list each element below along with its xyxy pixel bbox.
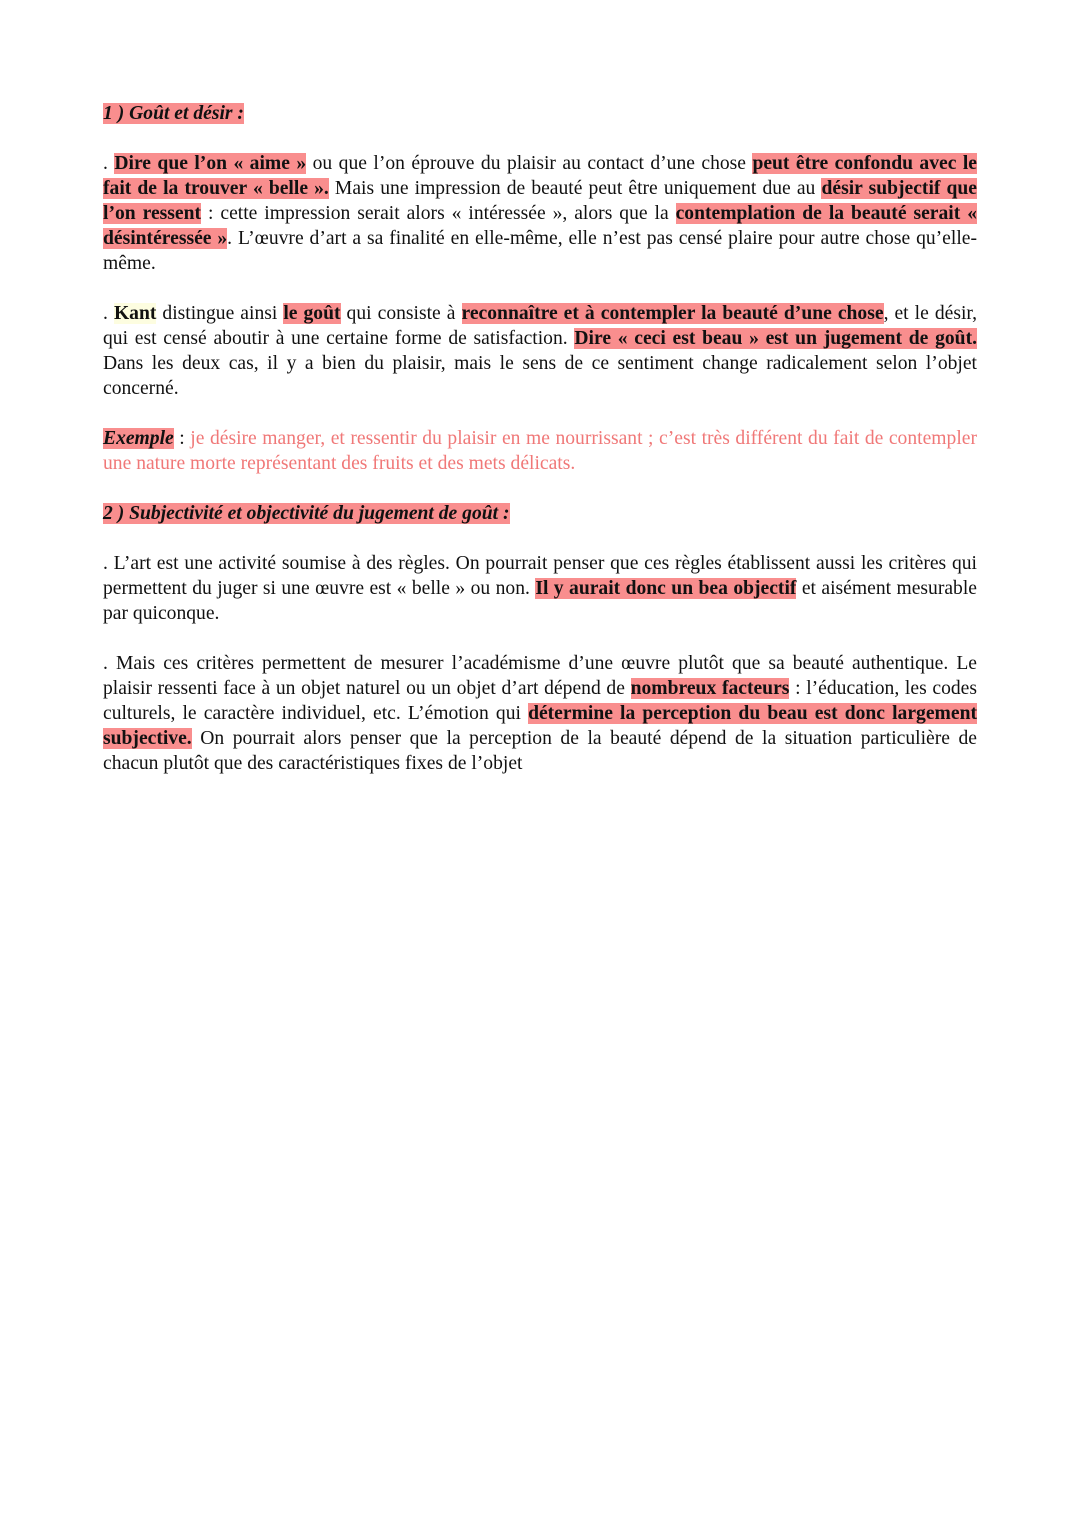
text-run: Dans les deux cas, il y a bien du plaisir, mais le sens de ce sentiment change radicalement selon l’objet concerné.	[103, 353, 977, 399]
example-label: Exemple	[103, 428, 174, 449]
highlight-kant: Kant	[113, 303, 157, 324]
text-run: . L’œuvre d’art a sa finalité en elle-même, elle n’est pas censé plaire pour autre chose qu’elle-même.	[103, 228, 977, 274]
text-run: , et le désir, qui est censé aboutir à une certaine forme de satisfaction.	[103, 303, 978, 349]
highlight-determine-perception: détermine la perception du beau est donc largement subjective.	[103, 703, 977, 749]
highlight-contempler-beaute: reconnaître et à contempler la beauté d’une chose	[461, 303, 884, 324]
document-page	[103, 101, 977, 801]
highlight-nombreux-facteurs: nombreux facteurs	[630, 678, 790, 699]
section-1-paragraph-1	[103, 151, 977, 276]
highlight-desir-subjectif: désir subjectif que l’on ressent	[103, 178, 978, 224]
section-1-title: 1 ) Goût et désir :	[103, 103, 244, 124]
highlight-gout: le goût	[283, 303, 341, 324]
text-run: ou que l’on éprouve du plaisir au contact d’une chose	[306, 153, 753, 174]
text-run: qui consiste à	[340, 303, 462, 324]
text-run: On pourrait alors penser que la perception de la beauté dépend de la situation particulière de chacun plutôt que des caractéristiques fixes de l’objet	[103, 728, 977, 774]
section-2-heading	[103, 501, 977, 526]
section-1-heading	[103, 101, 977, 126]
text-run: : l’éducation, les codes culturels, le caractère individuel, etc. L’émotion qui	[103, 678, 977, 724]
section-2-paragraph-1	[103, 551, 977, 626]
text-run: distingue ainsi	[156, 303, 284, 324]
highlight-bea-objectif: Il y aurait donc un bea objectif	[535, 578, 797, 599]
highlight-contemplation: contemplation de la beauté serait « désintéressée »	[103, 203, 977, 249]
highlight-aime: Dire que l’on « aime »	[114, 153, 307, 174]
bullet-dot: .	[103, 153, 115, 174]
example-separator: :	[173, 428, 191, 449]
highlight-confondu: peut être confondu avec le fait de la trouver « belle ».	[103, 153, 978, 199]
bullet-dot: .	[103, 303, 114, 324]
section-2-paragraph-2	[103, 651, 977, 776]
text-run: . Mais ces critères permettent de mesurer l’académisme d’une œuvre plutôt que sa beauté authentique. Le plaisir ressenti face à un objet naturel ou un objet d’art dépend de	[103, 653, 977, 699]
highlight-jugement-gout: Dire « ceci est beau » est un jugement de goût.	[574, 328, 977, 349]
text-run: et aisément mesurable par quiconque.	[103, 578, 977, 624]
section-1-paragraph-2	[103, 301, 977, 401]
text-run: . L’art est une activité soumise à des règles. On pourrait penser que ces règles établissent aussi les critères qui permettent du juger si une œuvre est « belle » ou non.	[103, 553, 977, 599]
text-run: Mais une impression de beauté peut être uniquement due au	[328, 178, 822, 199]
example-paragraph	[103, 426, 977, 476]
example-text: je désire manger, et ressentir du plaisir en me nourrissant ; c’est très différent du fait de contempler une nature morte représentant des fruits et des mets délicats.	[103, 428, 977, 474]
text-run: : cette impression serait alors « intéressée », alors que la	[201, 203, 676, 224]
section-2-title: 2 ) Subjectivité et objectivité du jugement de goût :	[103, 503, 510, 524]
